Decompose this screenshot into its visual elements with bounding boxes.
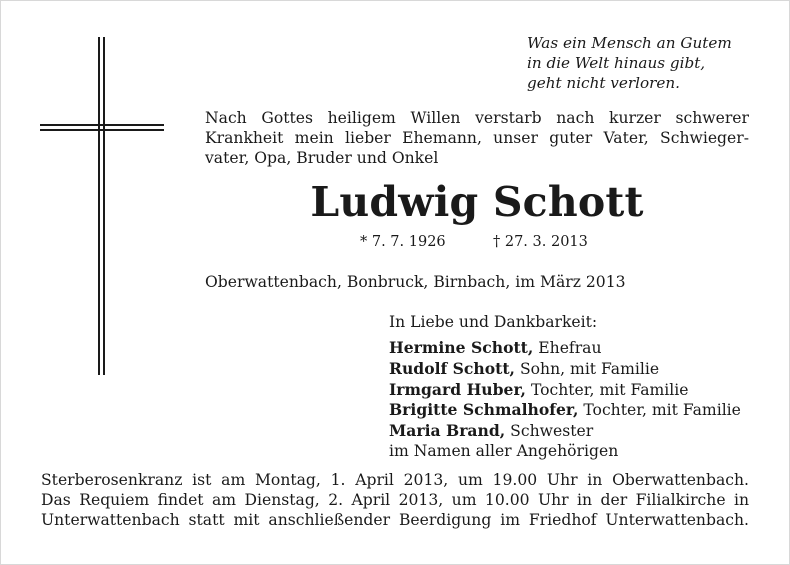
cross-icon <box>0 0 160 400</box>
motto-line: Was ein Mensch an Gutem <box>527 34 732 52</box>
intro-text <box>205 108 749 168</box>
notice-line: Sterberosenkranz ist am Montag, 1. April 2013, um 19.00 Uhr in Oberwattenbach. <box>41 471 749 489</box>
mourner-row <box>389 400 741 421</box>
mourner-relation: Sohn, mit Familie <box>515 359 660 378</box>
motto-quote <box>527 33 777 93</box>
death-date: † 27. 3. 2013 <box>493 234 588 250</box>
notice-line: Unterwattenbach statt mit anschließender Beerdigung im Friedhof Unterwattenbach. <box>41 511 749 529</box>
intro-line: vater, Opa, Bruder und Onkel <box>205 149 439 167</box>
mourner-row <box>389 359 741 380</box>
cross-vertical-line <box>103 37 105 375</box>
mourners-list <box>389 338 741 462</box>
deceased-name: Ludwig Schott <box>310 178 644 226</box>
cross-horizontal-line <box>40 129 164 131</box>
mourner-relation: Tochter, mit Familie <box>578 401 741 420</box>
motto-line: in die Welt hinaus gibt, <box>527 54 706 72</box>
mourner-row <box>389 442 741 462</box>
motto-line: geht nicht verloren. <box>527 74 680 92</box>
mourner-row <box>389 421 741 442</box>
mourner-relation: im Namen aller Angehörigen <box>389 441 619 460</box>
mourner-relation: Tochter, mit Familie <box>525 380 689 399</box>
mourner-name: Hermine Schott, <box>389 338 534 357</box>
mourner-name: Rudolf Schott, <box>389 358 515 378</box>
grief-line: In Liebe und Dankbarkeit: <box>389 313 598 331</box>
cross-horizontal-line <box>40 124 164 126</box>
notice-line: Das Requiem findet am Dienstag, 2. April 2013, um 10.00 Uhr in der Filialkirche in <box>41 491 749 509</box>
mourner-row <box>389 338 741 359</box>
intro-line: Nach Gottes heiligem Willen verstarb nach kurzer schwerer <box>205 109 749 127</box>
intro-line: Krankheit mein lieber Ehemann, unser guter Vater, Schwieger- <box>205 129 749 147</box>
mourner-relation: Schwester <box>505 422 594 441</box>
cross-vertical-line <box>98 37 100 375</box>
mourner-row <box>389 380 741 401</box>
mourner-name: Brigitte Schmalhofer, <box>389 400 579 420</box>
mourner-name: Irmgard Huber, <box>389 379 526 399</box>
mourner-name: Maria Brand, <box>389 421 506 441</box>
mourner-relation: Ehefrau <box>533 339 602 357</box>
place-date-line: Oberwattenbach, Bonbruck, Birnbach, im März 2013 <box>205 273 626 291</box>
birth-date: * 7. 7. 1926 <box>360 234 446 250</box>
funeral-notice <box>41 470 749 530</box>
